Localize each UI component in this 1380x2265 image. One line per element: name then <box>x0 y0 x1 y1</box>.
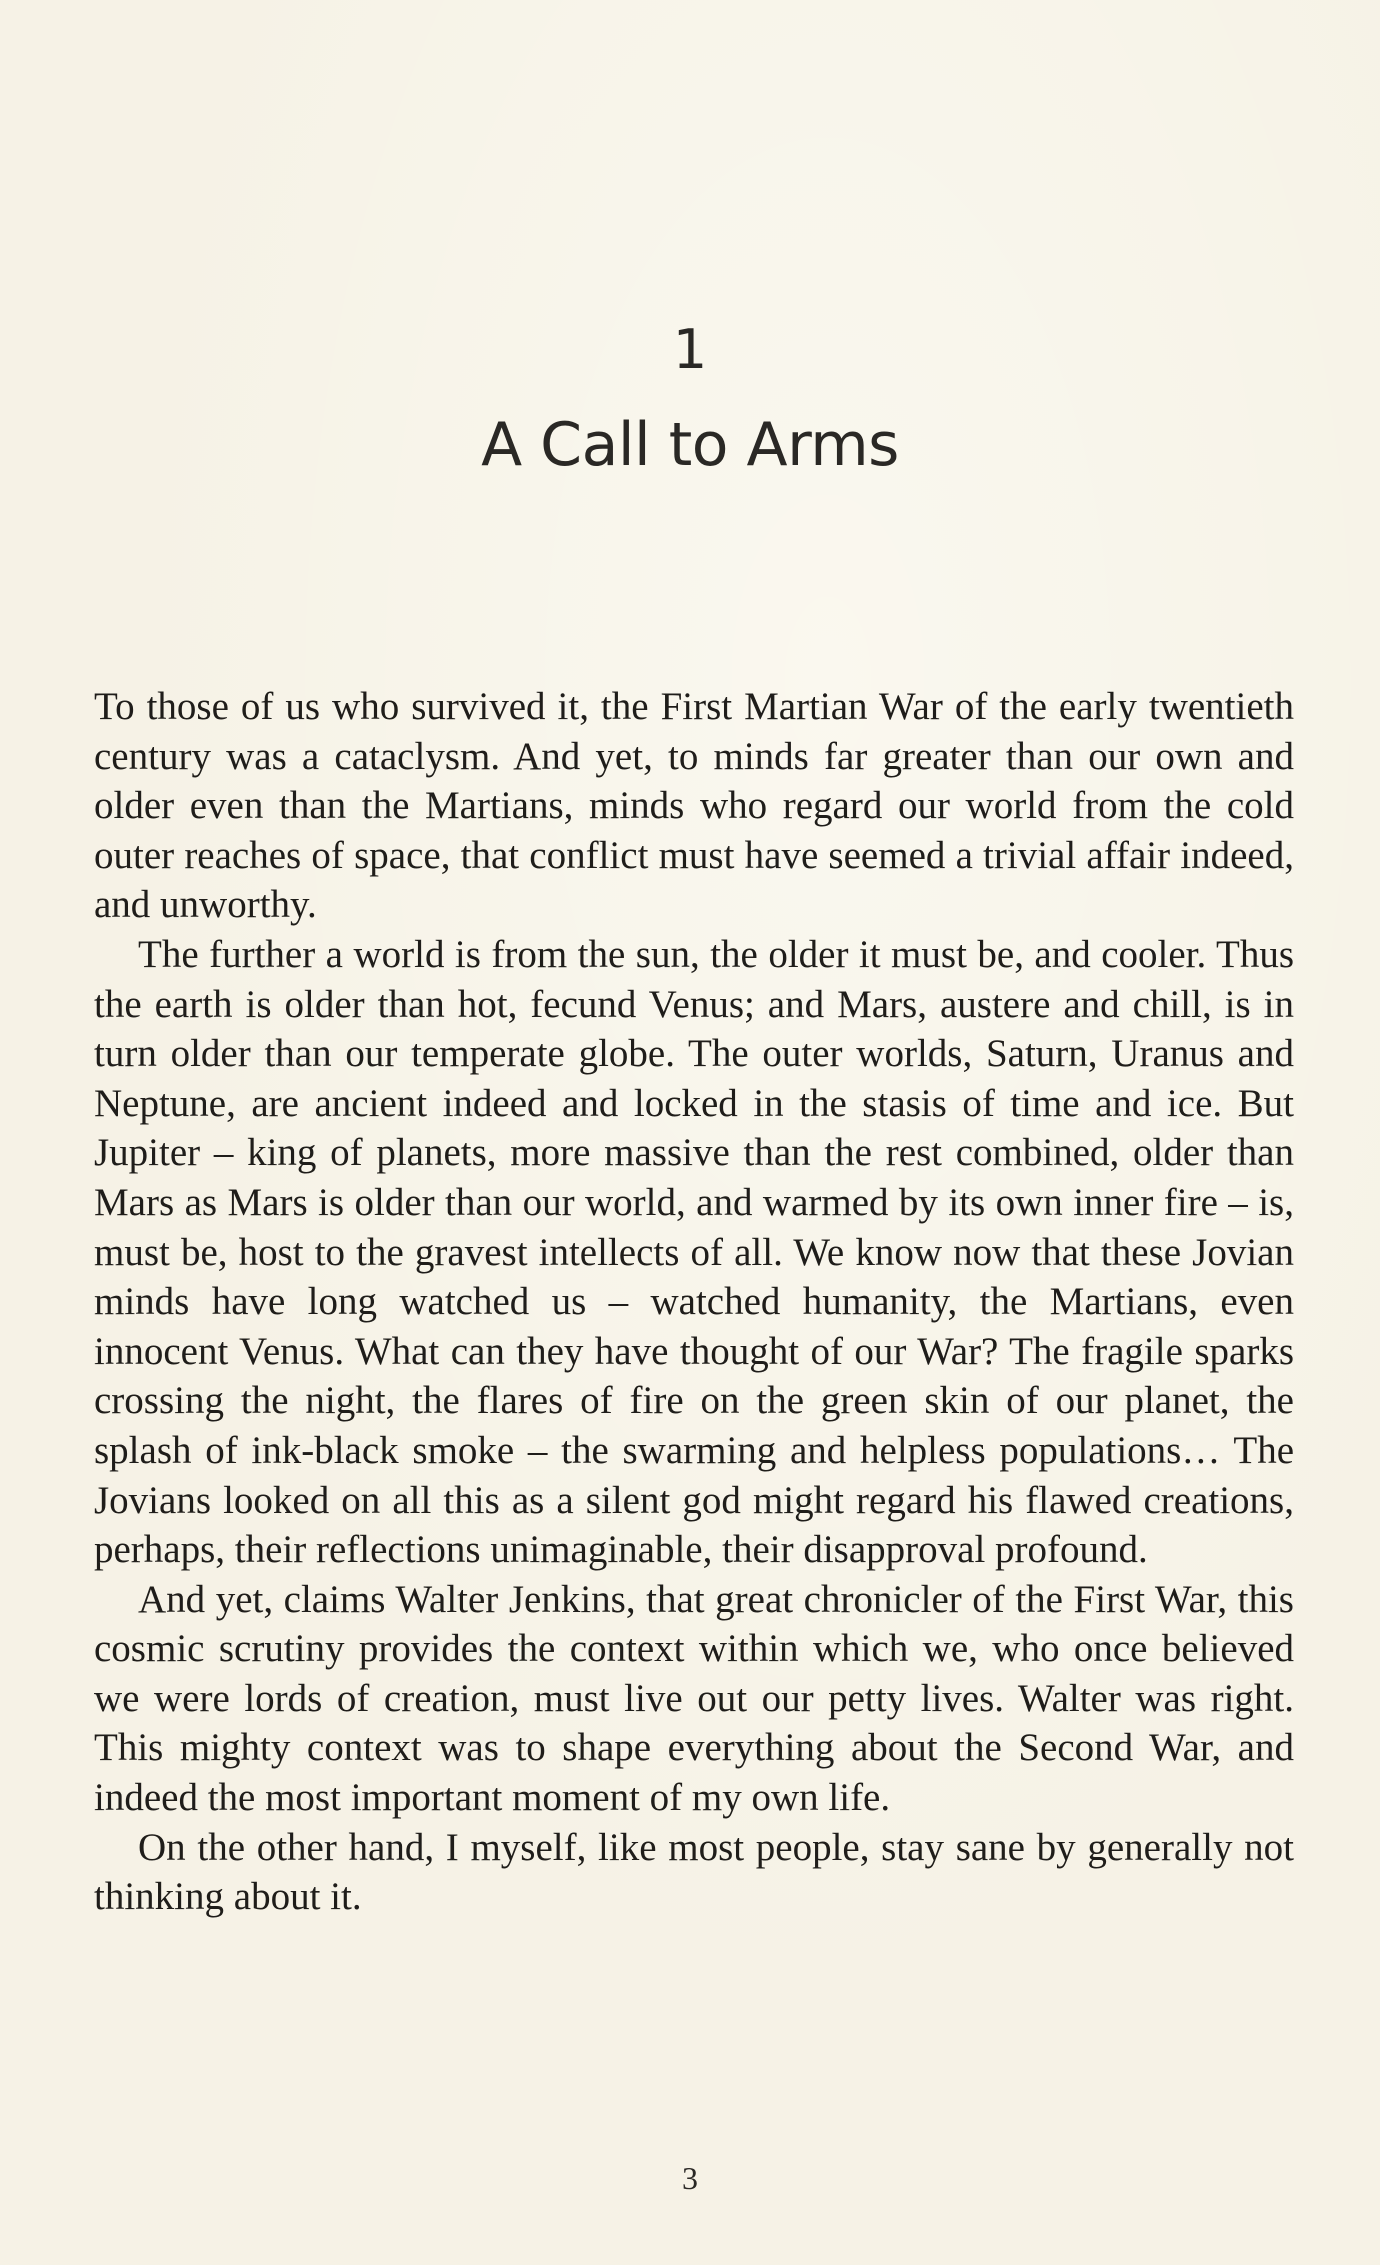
paragraph: The further a world is from the sun, the older it must be, and cooler. Thus the earth is older than hot, fecund Venus; and Mars, austere and chill, is in turn older than our temperate globe. The outer worlds, Saturn, Uranus and Neptune, are ancient indeed and locked in the stasis of time and ice. But Jupiter – king of planets, more massive than the rest combined, older than Mars as Mars is older than our world, and warmed by its own inner fire – is, must be, host to the gravest intellects of all. We know now that these Jovian minds have long watched us – watched humanity, the Martians, even innocent Venus. What can they have thought of our War? The fragile sparks crossing the night, the flares of fire on the green skin of our planet, the splash of ink-black smoke – the swarming and helpless populations… The Jovians looked on all this as a silent god might regard his flawed creations, perhaps, their reflections unimaginable, their disapproval profound. <box>94 932 1294 1572</box>
paragraph: On the other hand, I myself, like most people, stay sane by generally not thinking about it. <box>94 1825 1294 1919</box>
chapter-title: A Call to Arms <box>481 410 899 480</box>
chapter-body <box>94 682 1294 1922</box>
paragraph: And yet, claims Walter Jenkins, that great chronicler of the First War, this cosmic scrutiny provides the context within which we, who once believed we were lords of creation, must live out our petty lives. Walter was right. This mighty context was to shape everything about the Second War, and indeed the most important moment of my own life. <box>94 1577 1294 1820</box>
paragraph: To those of us who survived it, the First Martian War of the early twentieth century was a cataclysm. And yet, to minds far greater than our own and older even than the Martians, minds who regard our world from the cold outer reaches of space, that conflict must have seemed a trivial affair indeed, and unworthy. <box>94 685 1294 927</box>
page-number: 3 <box>682 2160 698 2196</box>
chapter-number: 1 <box>672 318 708 381</box>
